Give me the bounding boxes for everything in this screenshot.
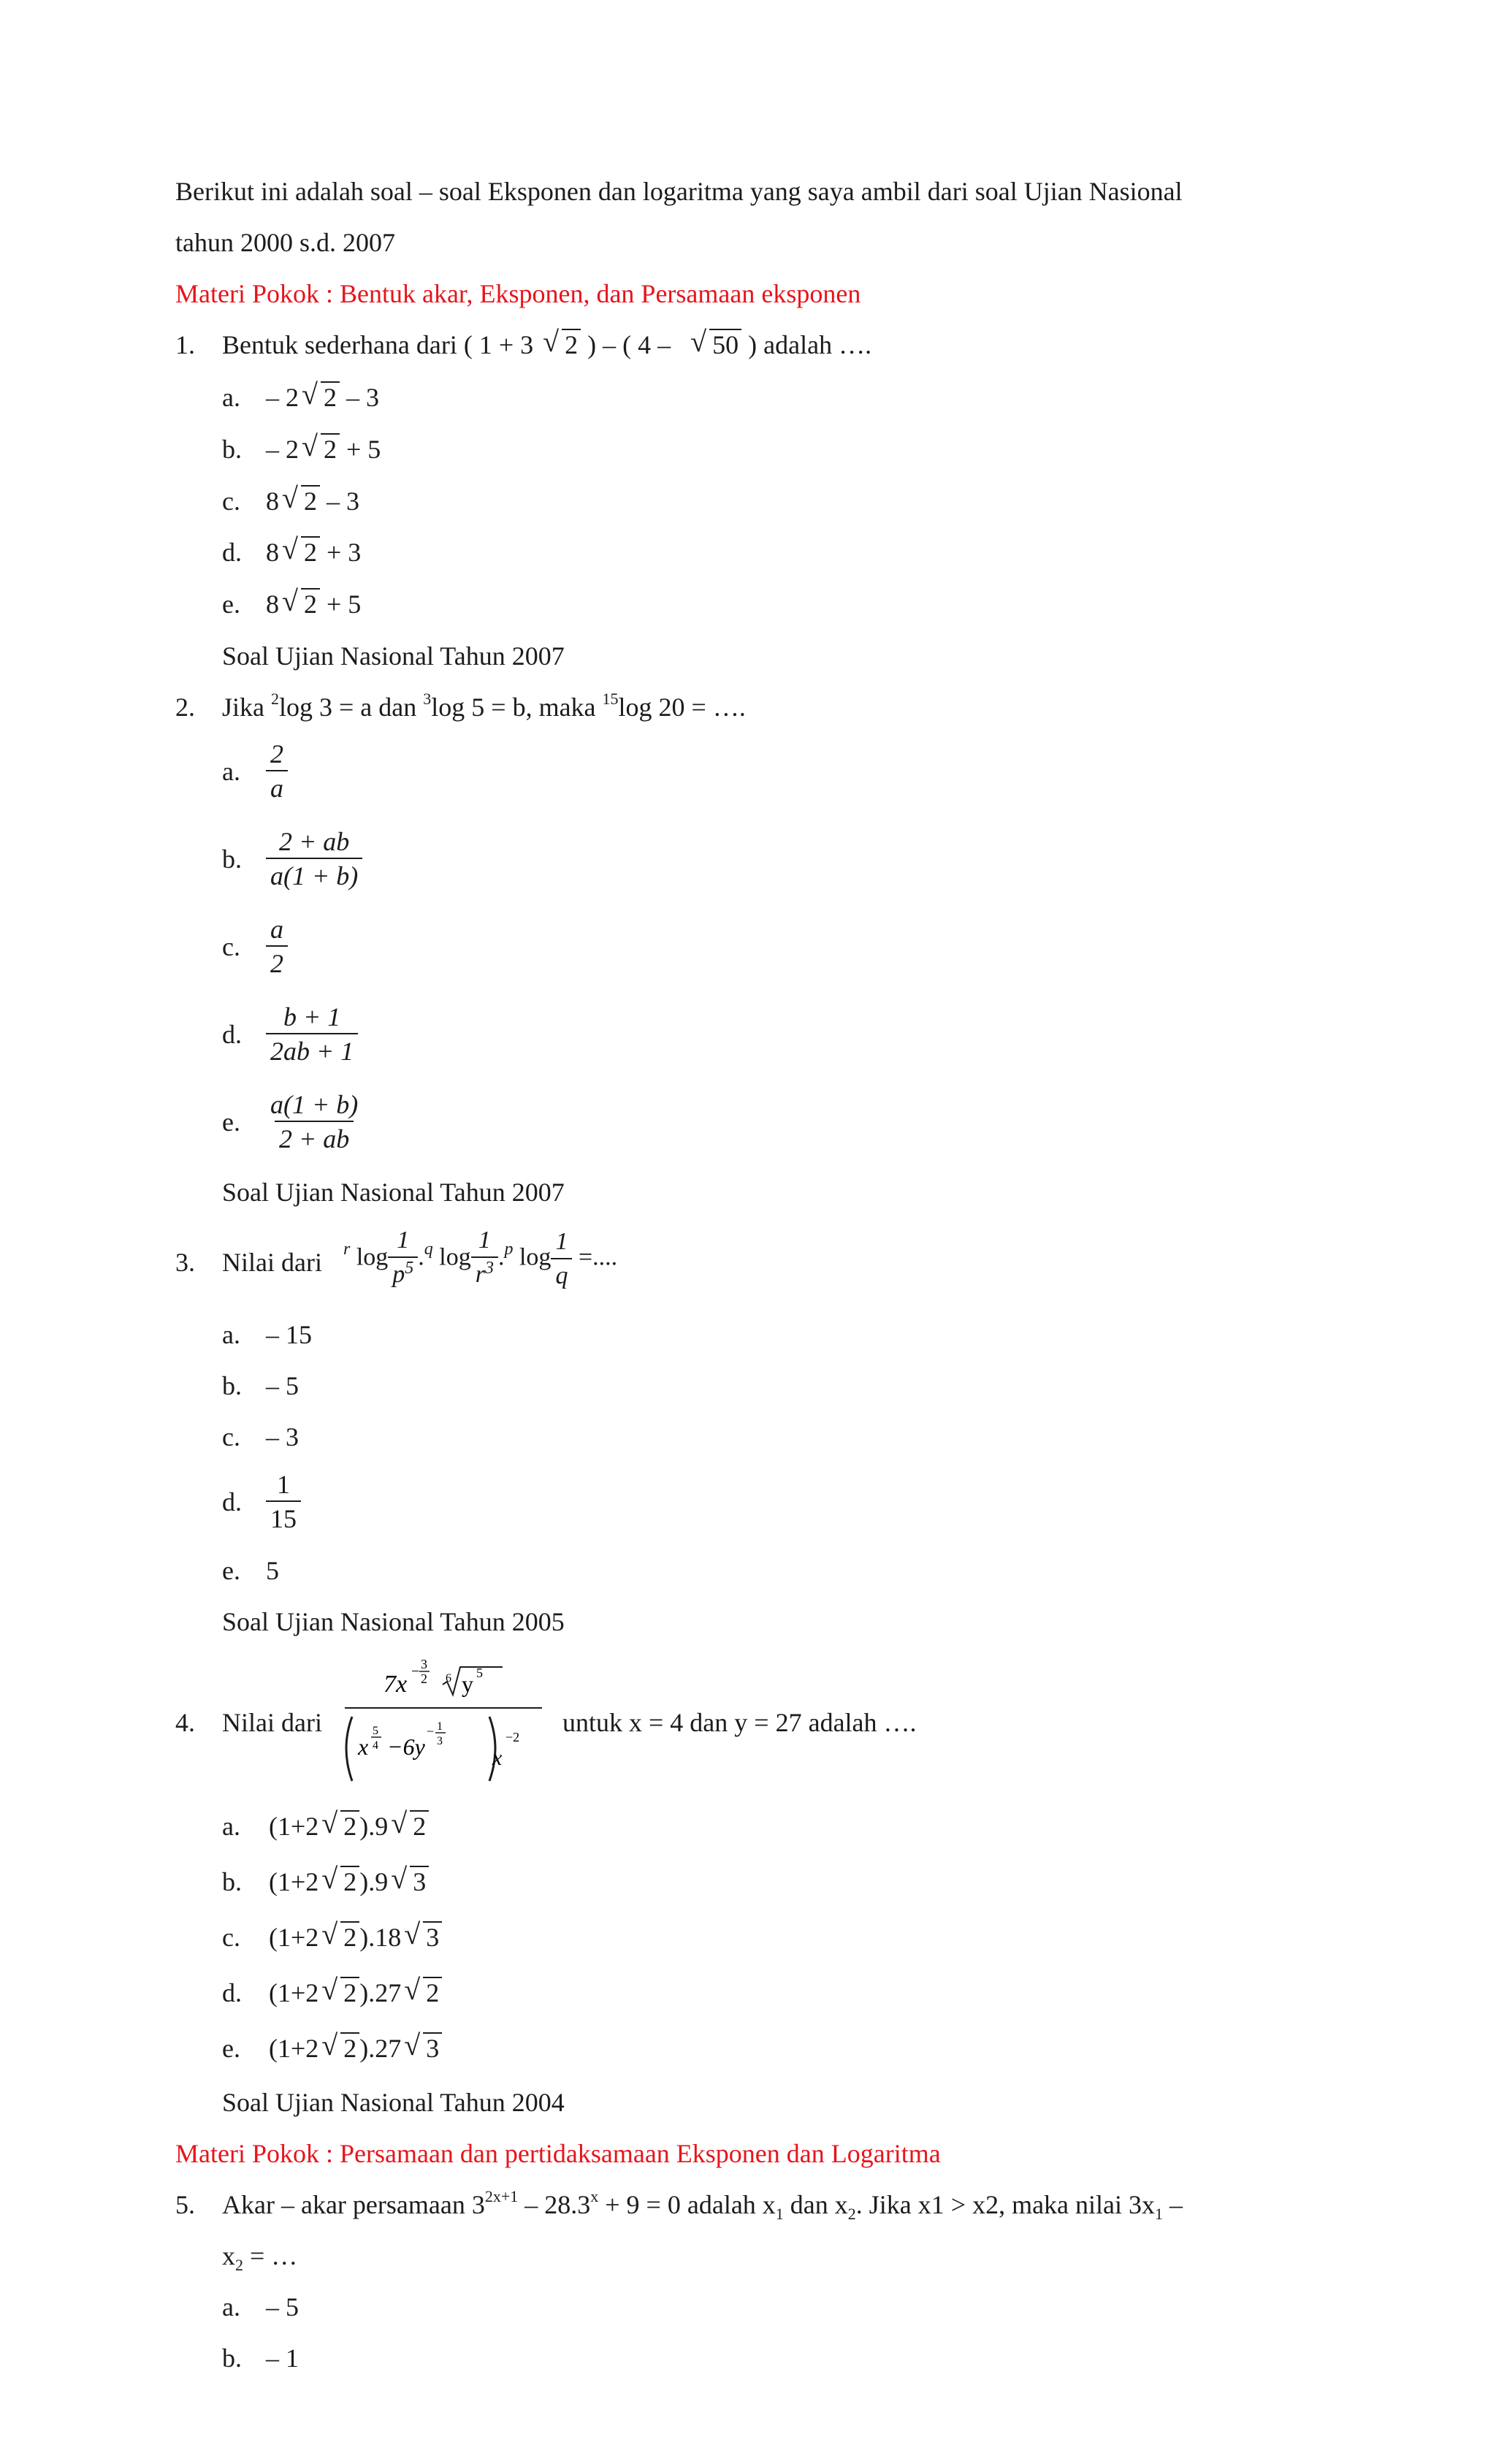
- question-3: 3. Nilai dari: [175, 1248, 322, 1277]
- question-1: [175, 329, 871, 361]
- q5-option-a: a. – 5: [222, 2292, 299, 2322]
- question-text: Bentuk sederhana dari ( 1 + 3: [222, 330, 534, 359]
- q1-option-a: a. – 2 √ 2 – 3: [222, 381, 379, 413]
- q4-option-d: d. (1+2 √ 2 ).27 √ 2: [222, 1977, 442, 2009]
- question-4-after: untuk x = 4 dan y = 27 adalah ….: [562, 1708, 917, 1737]
- q4-num-exp-num: 3: [421, 1657, 427, 1671]
- q4-root-exp: 5: [476, 1666, 483, 1680]
- question-5: 5. Akar – akar persamaan $3^{2x+1} - 28.3^x + 9 = 0$ adalah $x_1$ dan $x_2$. Jika x1 > x2, maka nilai $3x_1$ –: [175, 2187, 1183, 2223]
- q2-source: Soal Ujian Nasional Tahun 2007: [222, 1178, 565, 1207]
- q2-option-e: e. $\frac{a(1 + b)}{2 + ab}$: [222, 1088, 362, 1156]
- q4-option-e: e. (1+2 √ 2 ).27 √ 3: [222, 2032, 442, 2064]
- q4-num-exp-den: 2: [421, 1671, 427, 1686]
- q3-option-e: e. 5: [222, 1556, 279, 1585]
- q4-den-y-exp-sign: −: [427, 1724, 435, 1739]
- q3-source: Soal Ujian Nasional Tahun 2005: [222, 1607, 565, 1636]
- question-5-line-2: $x_2$ = …: [222, 2241, 298, 2274]
- q1-option-d: d. 8 √ 2 + 3: [222, 536, 361, 568]
- q4-num-exp-sign: −: [411, 1663, 420, 1679]
- q4-expression: [336, 1657, 555, 1796]
- q4-option-b: b. (1+2 √ 2 ).9 √ 3: [222, 1866, 429, 1898]
- q4-root-body: y: [462, 1671, 473, 1697]
- q4-den-tail: x: [492, 1746, 503, 1770]
- q3-option-a: a. – 15: [222, 1320, 312, 1349]
- question-text: ) – ( 4 –: [587, 330, 671, 359]
- q4-den-x-exp-den: 4: [373, 1739, 378, 1752]
- radical: √ 50: [690, 329, 741, 361]
- q2-option-c: c. $\frac{a}{2}$: [222, 913, 288, 980]
- q4-den-x-exp-num: 5: [373, 1725, 378, 1737]
- question-text: ) adalah ….: [748, 330, 872, 359]
- q1-option-c: c. 8 √ 2 – 3: [222, 485, 359, 517]
- q3-option-c: c. – 3: [222, 1422, 299, 1452]
- q4-option-c: c. (1+2 √ 2 ).18 √ 3: [222, 1921, 442, 1953]
- q4-den-y-exp-num: 1: [437, 1720, 443, 1733]
- q2-option-d: d. $\frac{b + 1}{2ab + 1}$: [222, 1001, 358, 1068]
- q4-option-a: a. (1+2 √ 2 ).9 √ 2: [222, 1810, 429, 1842]
- q2-option-a: a. $\frac{2}{a}$: [222, 738, 288, 805]
- q4-den-x: x: [358, 1733, 369, 1760]
- q1-option-b: b. – 2 √ 2 + 5: [222, 433, 381, 465]
- q4-source: Soal Ujian Nasional Tahun 2004: [222, 2088, 565, 2117]
- radical: √ 2: [543, 329, 581, 361]
- q1-option-e: e. 8 √ 2 + 5: [222, 588, 361, 620]
- section-heading-2: Materi Pokok : Persamaan dan pertidaksamaan Eksponen dan Logaritma: [175, 2139, 941, 2168]
- q3-option-d: d. $\frac{1}{15}$: [222, 1468, 301, 1536]
- question-4: 4. Nilai dari: [175, 1708, 322, 1737]
- intro-line-2: tahun 2000 s.d. 2007: [175, 228, 395, 257]
- q3-expression: $^r$ log $\frac{1}{p^5}$ .$^q$ log $\frac{1}{r^3}$ .$^p$ log $\frac{1}{q}$ =....: [343, 1224, 617, 1294]
- q4-den-y-exp-den: 3: [437, 1735, 443, 1747]
- q4-root-index: 6: [446, 1672, 451, 1685]
- intro-line-1: Berikut ini adalah soal – soal Eksponen dan logaritma yang saya ambil dari soal Ujian Nasional: [175, 177, 1183, 206]
- q4-den-tail-exp: −2: [505, 1730, 520, 1744]
- q1-source: Soal Ujian Nasional Tahun 2007: [222, 641, 565, 671]
- q4-left-paren: [346, 1717, 352, 1781]
- question-2: 2. Jika $^2$log 3 = a dan $^3$log 5 = b, maka $^{15}$log 20 = ….: [175, 690, 746, 722]
- q5-option-b: b. – 1: [222, 2343, 299, 2373]
- q2-option-b: b. $\frac{2 + ab}{a(1 + b)}$: [222, 825, 362, 893]
- q3-option-b: b. – 5: [222, 1371, 299, 1400]
- q4-num-coef: 7x: [383, 1671, 408, 1698]
- q4-den-mid: −6y: [387, 1733, 425, 1760]
- section-heading-1: Materi Pokok : Bentuk akar, Eksponen, dan Persamaan eksponen: [175, 279, 861, 308]
- question-number: 1.: [175, 330, 195, 359]
